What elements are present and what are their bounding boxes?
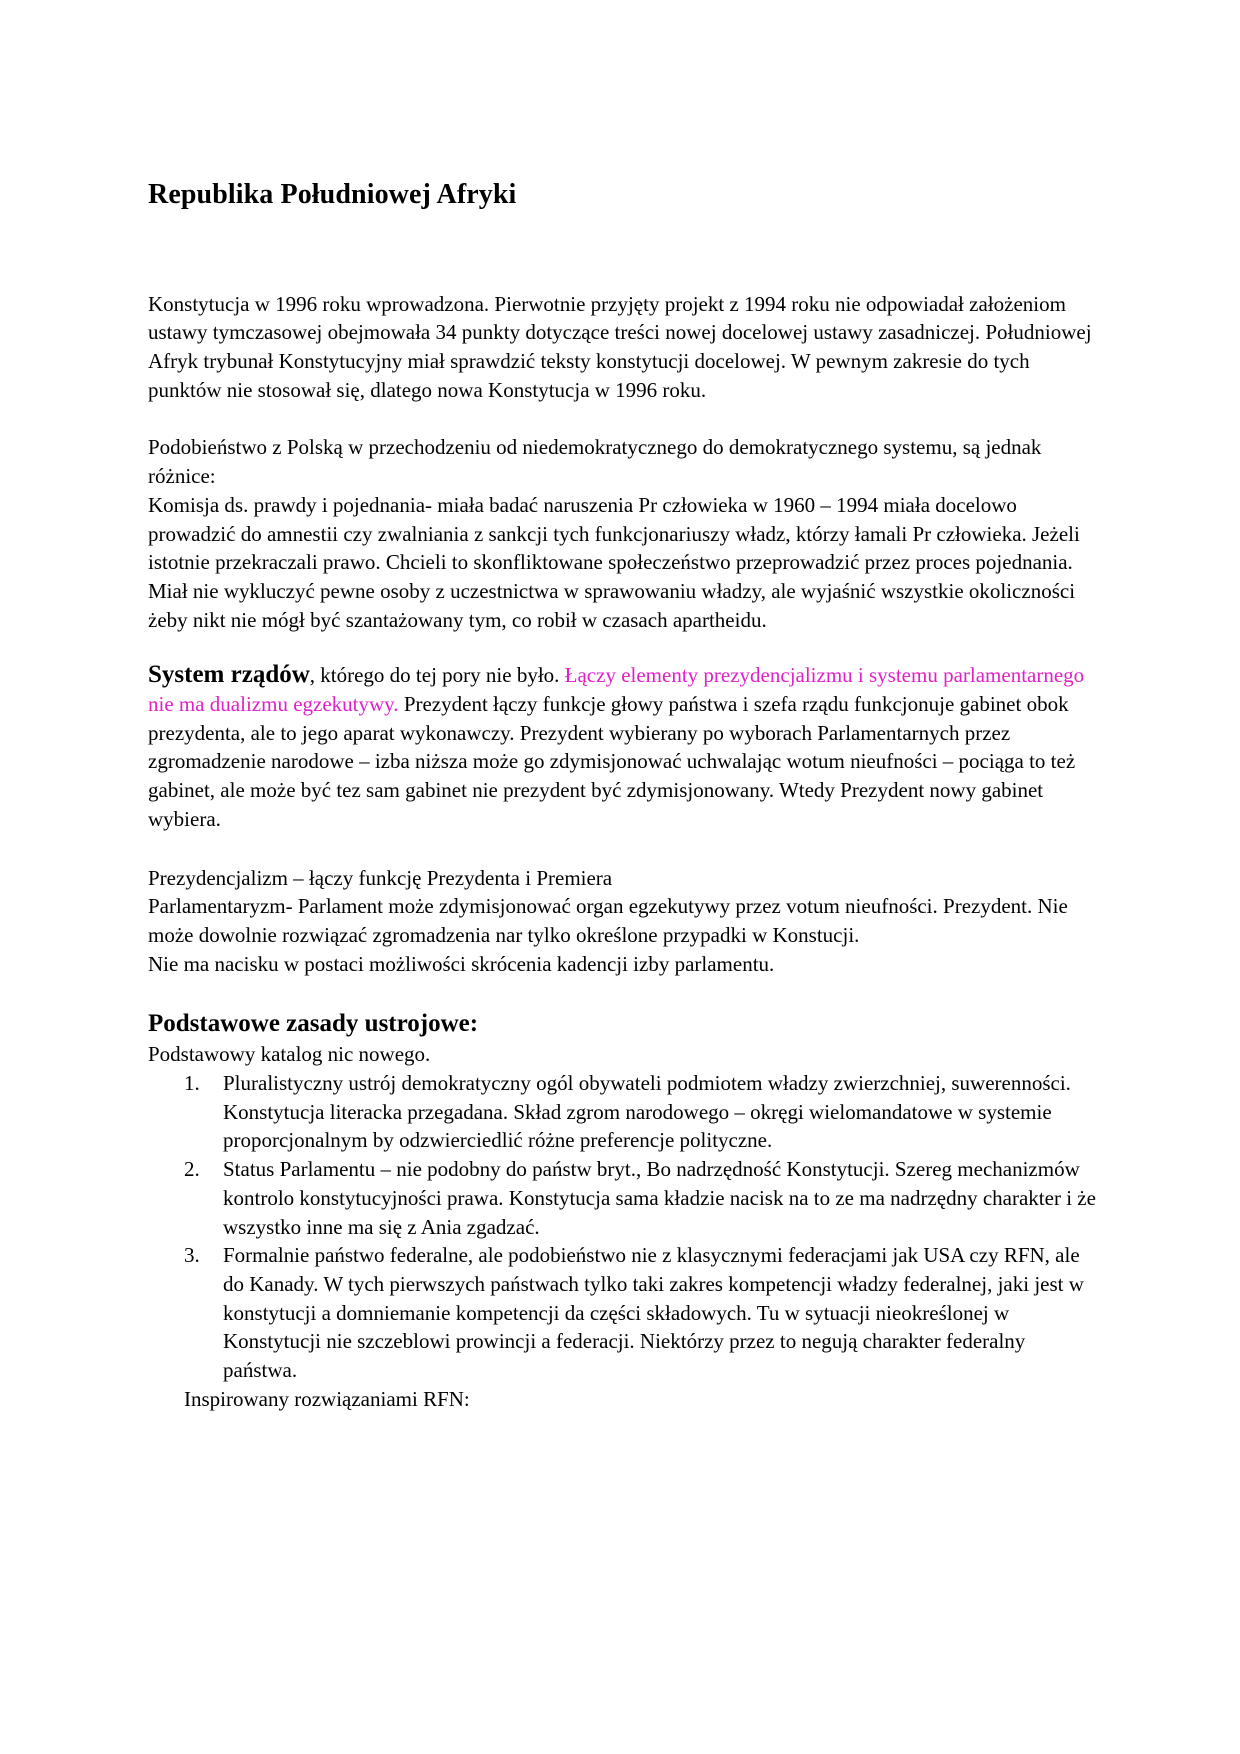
after-list-line: Inspirowany rozwiązaniami RFN: <box>184 1386 470 1411</box>
system-rest: Prezydent łączy funkcje głowy państwa i szefa rządu funkcjonuje gabinet obok prezydenta, ale to jego aparat wykonawczy. Prezydent wybierany po wyborach Parlamentarnych przez zgromadzenie narodowe – izba niższa może go zdymisjonować uchwalając wotum nieufności – pociąga to też gabinet, ale może być tez sam gabinet nie prezydent być zdymisjonowany. Wtedy Prezydent nowy gabinet wybiera. <box>148 692 1076 831</box>
list-item <box>148 1069 1098 1155</box>
list-item-number: 1. <box>184 1071 200 1096</box>
list-item <box>148 1241 1098 1385</box>
document-title: Republika Południowej Afryki <box>148 179 517 210</box>
similarity-line-2: Komisja ds. prawdy i pojednania- miała badać naruszenia Pr człowieka w 1960 – 1994 miała docelowo prowadzić do amnestii czy zwalniania z sankcji tych funkcjonariuszy władz, którzy łamali Pr człowieka. Jeżeli istotnie przekraczali prawo. Chcieli to skonfliktowane społeczeństwo przeprowadzić przez proces pojednania. Miał nie wykluczyć pewne osoby z uczestnictwa w sprawowaniu władzy, ale wyjaśnić wszystkie okoliczności żeby nikt nie mógł być szantażowany tym, co robił w czasach apartheidu. <box>148 492 1080 632</box>
system-paragraph <box>148 661 1098 833</box>
list-item-text: Pluralistyczny ustrój demokratyczny ogól obywateli podmiotem władzy zwierzchniej, suwerenności. Konstytucja literacka przegadana. Skład zgrom narodowego – okręgi wielomandatowe w systemie proporcjonalnym by odzwierciedlić różne preferencje polityczne. <box>223 1071 1071 1153</box>
principles-heading: Podstawowe zasady ustrojowe: <box>148 1010 479 1038</box>
prez-line-1: Prezydencjalizm – łączy funkcję Prezydenta i Premiera <box>148 865 613 890</box>
similarity-line-1: Podobieństwo z Polską w przechodzeniu od niedemokratycznego do demokratycznego systemu, są jednak różnice: <box>148 435 1042 489</box>
list-item-number: 3. <box>184 1243 200 1268</box>
system-highlight: Łączy elementy prezydencjalizmu i systemu parlamentarnego nie ma dualizmu egzekutywy. <box>148 663 1085 717</box>
list-item-number: 2. <box>184 1157 200 1182</box>
prezydencjalizm-paragraph <box>148 864 1098 979</box>
list-item-text: Status Parlamentu – nie podobny do państw bryt., Bo nadrzędność Konstytucji. Szereg mechanizmów kontrolo konstytucyjności prawa. Konstytucja sama kładzie nacisk na to ze ma nadrzędny charakter i że wszystko inne ma się z Ania zgadzać. <box>223 1157 1096 1239</box>
list-item-text: Formalnie państwo federalne, ale podobieństwo nie z klasycznymi federacjami jak USA czy RFN, ale do Kanady. W tych pierwszych państwach tylko taki zakres kompetencji władzy federalnej, jaki jest w konstytucji a domniemanie kompetencji da części składowych. Tu w sytuacji nieokreślonej w Konstytucji nie szczeblowi prowincji a federacji. Niektórzy przez to negują charakter federalny państwa. <box>223 1243 1084 1383</box>
list-item <box>148 1155 1098 1241</box>
similarity-paragraph <box>148 433 1098 634</box>
principles-subline: Podstawowy katalog nic nowego. <box>148 1042 431 1067</box>
prez-line-3: Nie ma nacisku w postaci możliwości skrócenia kadencji izby parlamentu. <box>148 951 775 976</box>
document-page <box>148 150 1098 1414</box>
system-after-lead: , którego do tej pory nie było. <box>309 663 565 688</box>
prez-line-2: Parlamentaryzm- Parlament może zdymisjonować organ egzekutywy przez votum nieufności. Prezydent. Nie może dowolnie rozwiązać zgromadzenia nar tylko określone przypadki w Konstucji. <box>148 894 1068 947</box>
principles-list <box>148 1069 1098 1385</box>
intro-paragraph: Konstytucja w 1996 roku wprowadzona. Pierwotnie przyjęty projekt z 1994 roku nie odpowiadał założeniom ustawy tymczasowej obejmowała 34 punkty dotyczące treści nowej docelowej ustawy zasadniczej. Południowej Afryk trybunał Konstytucyjny miał sprawdzić teksty konstytucji docelowej. W pewnym zakresie do tych punktów nie stosował się, dlatego nowa Konstytucja w 1996 roku. <box>148 291 1092 402</box>
system-lead: System rządów <box>148 661 310 689</box>
